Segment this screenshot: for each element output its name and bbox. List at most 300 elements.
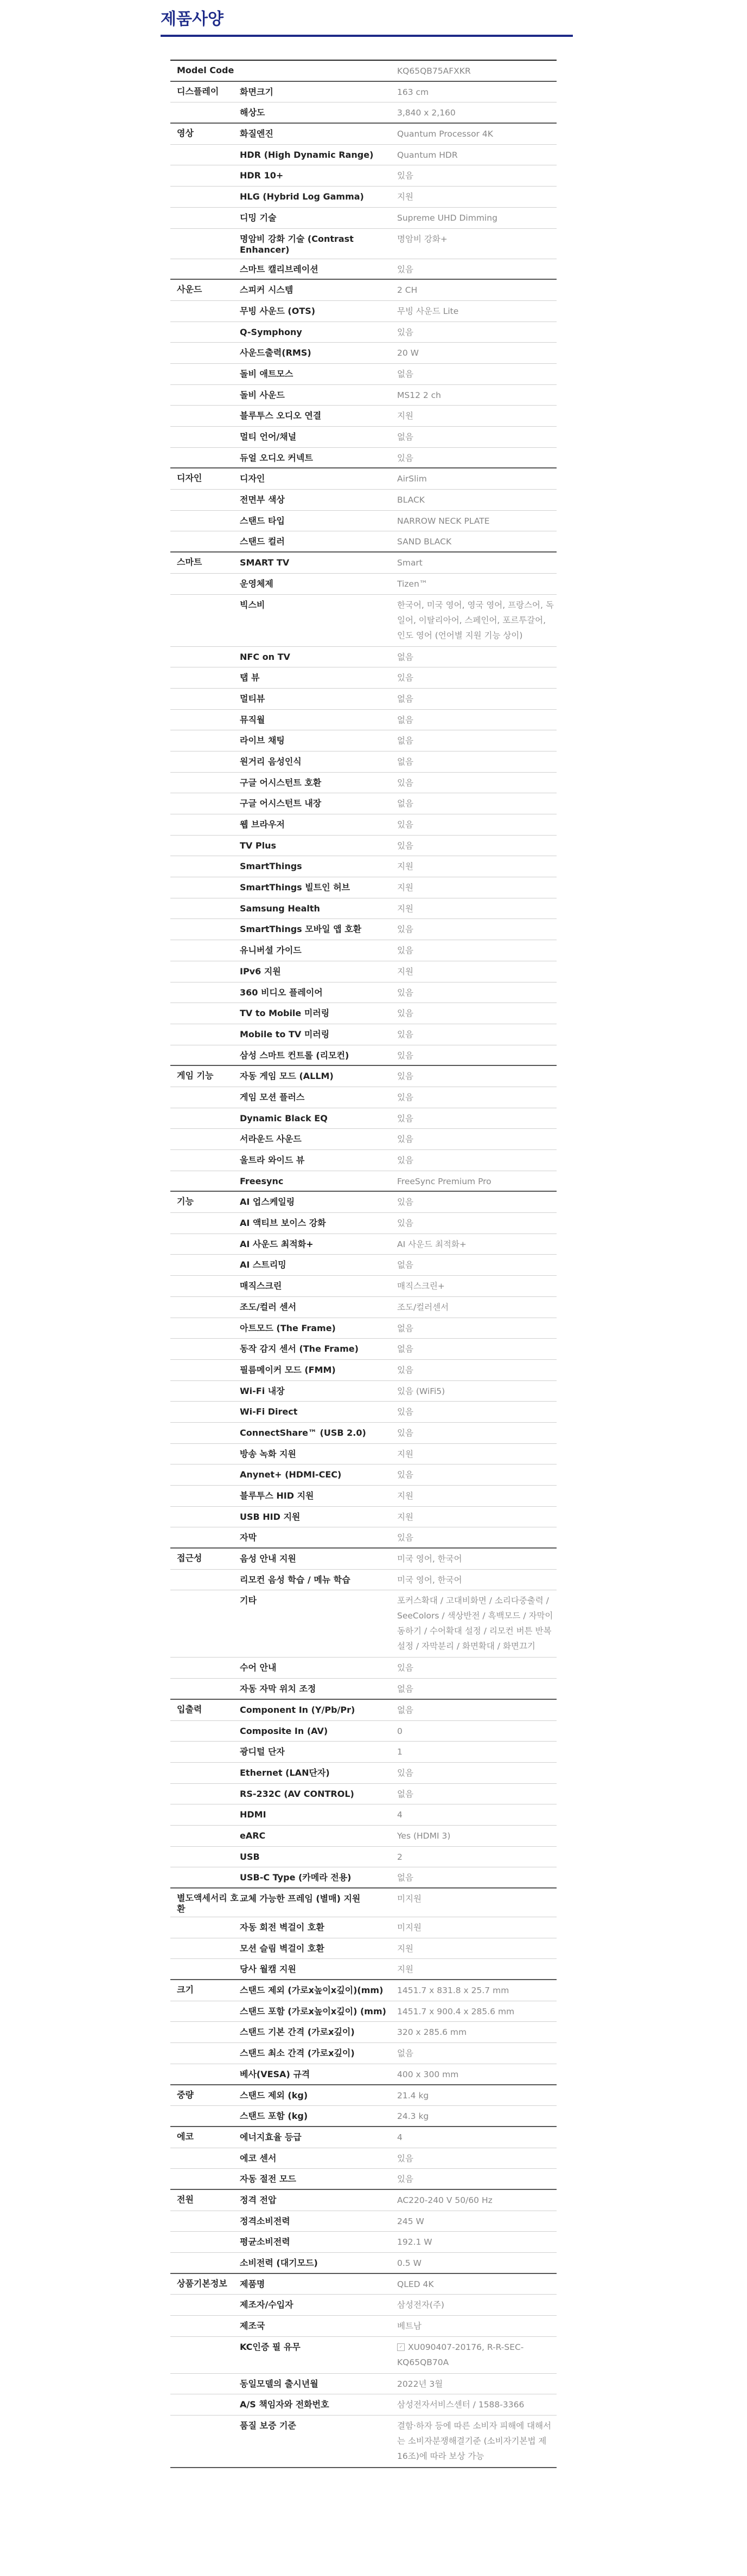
spec-value: SAND BLACK	[397, 537, 452, 547]
spec-row	[170, 1570, 557, 1591]
spec-category	[170, 343, 240, 363]
spec-row	[170, 814, 557, 836]
spec-value: 없음	[397, 432, 413, 442]
spec-value: 4	[397, 2132, 403, 2142]
spec-label: 디밍 기술	[240, 212, 277, 223]
spec-label: HLG (Hybrid Log Gamma)	[240, 191, 364, 202]
spec-label: 스탠드 기본 간격 (가로x깊이)	[240, 2027, 355, 2038]
spec-row	[170, 208, 557, 229]
spec-label: Dynamic Black EQ	[240, 1113, 328, 1123]
spec-category	[170, 1679, 240, 1699]
spec-label: 품질 보증 기준	[240, 2420, 296, 2431]
spec-row	[170, 856, 557, 877]
spec-row	[170, 1234, 557, 1255]
spec-value: NARROW NECK PLATE	[397, 516, 490, 526]
spec-row	[170, 1486, 557, 1507]
spec-label: Composite In (AV)	[240, 1725, 328, 1736]
spec-category: 디자인	[177, 473, 202, 484]
spec-value: 무빙 사운드 Lite	[397, 306, 459, 316]
spec-category	[170, 1108, 240, 1129]
spec-label: AI 사운드 최적화+	[240, 1238, 314, 1249]
spec-value: 한국어, 미국 영어, 영국 영어, 프랑스어, 독일어, 이탈리아어, 스페인어, 포르투갈어, 인도 영어 (언어별 지원 기능 상이)	[397, 600, 554, 640]
spec-row	[170, 940, 557, 961]
spec-value: 미지원	[397, 1923, 422, 1932]
spec-label: AI 스트리밍	[240, 1260, 286, 1270]
spec-label: TV to Mobile 미러링	[240, 1008, 330, 1019]
spec-category	[170, 1527, 240, 1547]
spec-value: 2	[397, 1852, 403, 1862]
spec-value: 있음	[397, 1092, 413, 1102]
spec-category: 영상	[177, 128, 194, 139]
spec-label: 스탠드 포함 (가로x높이x깊이) (mm)	[240, 2006, 386, 2016]
spec-value: QLED 4K	[397, 2279, 434, 2289]
spec-value: AirSlim	[397, 474, 427, 484]
spec-row	[170, 322, 557, 343]
spec-category	[170, 1658, 240, 1678]
spec-label: 구글 어시스턴트 호환	[240, 777, 322, 788]
spec-category	[170, 1917, 240, 1938]
spec-label: SmartThings 빌트인 허브	[240, 882, 350, 893]
spec-row	[170, 385, 557, 406]
spec-value: 있음	[397, 327, 413, 337]
spec-value: 매직스크린+	[397, 1281, 445, 1292]
spec-row	[170, 187, 557, 208]
spec-value: 있음	[397, 1113, 413, 1123]
spec-value: 있음	[397, 673, 413, 683]
spec-value: 없음	[397, 1323, 413, 1333]
spec-value: 있음	[397, 453, 413, 463]
spec-row	[170, 553, 557, 574]
spec-value: 없음	[397, 693, 413, 704]
spec-label: 블루투스 오디오 연결	[240, 410, 322, 421]
spec-value: 있음	[397, 820, 413, 830]
spec-value: 320 x 285.6 mm	[397, 2027, 467, 2038]
spec-row	[170, 1867, 557, 1888]
spec-category	[170, 1826, 240, 1846]
spec-row	[170, 2316, 557, 2337]
spec-row	[170, 2085, 557, 2106]
spec-category	[170, 667, 240, 688]
spec-label: 평균소비전력	[240, 2237, 290, 2247]
spec-category	[170, 406, 240, 426]
spec-category	[170, 751, 240, 772]
spec-category	[170, 1847, 240, 1867]
spec-label: AI 액티브 보이스 강화	[240, 1218, 326, 1229]
spec-category	[170, 1255, 240, 1275]
spec-row	[170, 1679, 557, 1700]
spec-category	[170, 710, 240, 730]
spec-row	[170, 2374, 557, 2395]
spec-category	[170, 490, 240, 510]
spec-label: 당사 월캠 지원	[240, 1964, 296, 1975]
spec-category: 에코	[177, 2131, 194, 2142]
spec-value: 있음	[397, 1470, 413, 1480]
spec-label: 멀티 언어/채널	[240, 432, 297, 442]
spec-label: 자동 게임 모드 (ALLM)	[240, 1071, 334, 1082]
spec-label: 제조국	[240, 2321, 265, 2331]
spec-category	[170, 730, 240, 751]
spec-value: 있음	[397, 1768, 413, 1778]
spec-row	[170, 1003, 557, 1024]
spec-category	[170, 2374, 240, 2394]
spec-label: 멀티뷰	[240, 693, 265, 704]
spec-value: 삼성전자서비스센터 / 1588-3366	[397, 2400, 525, 2410]
spec-category	[170, 1507, 240, 1527]
spec-value: 있음 (WiFi5)	[397, 1386, 445, 1396]
spec-label: 리모컨 음성 학습 / 메뉴 학습	[240, 1574, 350, 1585]
spec-row	[170, 1784, 557, 1805]
spec-row	[170, 1213, 557, 1234]
spec-row	[170, 2148, 557, 2169]
spec-label: Mobile to TV 미러링	[240, 1029, 330, 1039]
spec-row	[170, 1318, 557, 1339]
spec-label: Wi-Fi 내장	[240, 1385, 285, 1396]
spec-category	[170, 2295, 240, 2315]
spec-value: 지원	[397, 966, 413, 977]
spec-row	[170, 898, 557, 920]
spec-category	[170, 229, 240, 259]
spec-label: 화질엔진	[240, 129, 273, 139]
spec-value: 없음	[397, 1873, 413, 1883]
spec-value: Supreme UHD Dimming	[397, 213, 497, 223]
spec-row	[170, 1171, 557, 1192]
spec-value: 지원	[397, 1943, 413, 1954]
spec-category	[170, 1763, 240, 1783]
spec-value: 있음	[397, 1663, 413, 1673]
spec-row	[170, 1742, 557, 1763]
spec-row	[170, 259, 557, 280]
spec-label: 명암비 강화 기술 (Contrast Enhancer)	[240, 233, 354, 255]
spec-row	[170, 2337, 557, 2374]
spec-value: 포커스확대 / 고대비화면 / 소리다중출력 / SeeColors / 색상반전 / 흑백모드 / 자막이동하기 / 수어확대 설정 / 리모컨 버튼 반복 설정 / 자막분리 / 화면확대 / 화면끄기	[397, 1596, 553, 1652]
spec-row	[170, 647, 557, 668]
spec-label: 아트모드 (The Frame)	[240, 1322, 336, 1333]
spec-label: 조도/컬러 센서	[240, 1301, 297, 1312]
spec-label: 수어 안내	[240, 1662, 277, 1673]
spec-label: ConnectShare™ (USB 2.0)	[240, 1427, 366, 1438]
spec-category	[170, 1402, 240, 1422]
spec-row	[170, 667, 557, 689]
spec-value: 3,840 x 2,160	[397, 108, 456, 118]
spec-value: Yes (HDMI 3)	[397, 1830, 451, 1841]
spec-row	[170, 1938, 557, 1960]
spec-value: AC220-240 V 50/60 Hz	[397, 2195, 493, 2205]
spec-value: 있음	[397, 1008, 413, 1019]
spec-label: 소비전력 (대기모드)	[240, 2258, 318, 2268]
spec-label: 360 비디오 플레이어	[240, 987, 323, 998]
spec-category	[170, 2253, 240, 2273]
spec-row	[170, 1527, 557, 1549]
spec-row	[170, 82, 557, 103]
spec-value: 21.4 kg	[397, 2090, 429, 2100]
spec-category	[170, 856, 240, 877]
spec-value: 미지원	[397, 1894, 422, 1904]
spec-category: 입출력	[177, 1704, 202, 1714]
spec-row	[170, 1381, 557, 1402]
spec-label: TV Plus	[240, 840, 276, 851]
spec-category: 디스플레이	[177, 86, 219, 97]
spec-row	[170, 1045, 557, 1067]
spec-row	[170, 124, 557, 145]
spec-label: 광디털 단자	[240, 1746, 285, 1757]
spec-category	[170, 511, 240, 531]
spec-value: 베트남	[397, 2321, 422, 2331]
spec-category	[170, 2211, 240, 2232]
spec-row	[170, 1108, 557, 1129]
spec-row	[170, 1444, 557, 1465]
model-code-label: Model Code	[177, 65, 234, 75]
spec-category	[170, 2337, 240, 2373]
spec-value: 있음	[397, 840, 413, 851]
spec-label: 매직스크린	[240, 1281, 282, 1292]
spec-row	[170, 531, 557, 553]
spec-table	[170, 60, 557, 2468]
spec-category: 별도액세서리 호환	[177, 1893, 239, 1914]
spec-category: 중량	[177, 2089, 194, 2100]
spec-row	[170, 1804, 557, 1826]
spec-category	[170, 2106, 240, 2126]
spec-category	[170, 689, 240, 709]
spec-value: 245 W	[397, 2216, 424, 2226]
page-title: 제품사양	[161, 10, 224, 29]
spec-label: 스마트 캘리브레이션	[240, 264, 318, 274]
spec-label: 에너지효율 등급	[240, 2131, 302, 2142]
spec-value: 없음	[397, 369, 413, 379]
spec-row	[170, 710, 557, 731]
spec-label: 교체 가능한 프레임 (별매) 지원	[240, 1893, 361, 1904]
spec-category	[170, 259, 240, 279]
spec-label: 라이브 채팅	[240, 735, 285, 746]
spec-row	[170, 2001, 557, 2022]
spec-value: 있음	[397, 1050, 413, 1061]
spec-label: AI 업스케일링	[240, 1197, 295, 1207]
spec-row	[170, 102, 557, 124]
spec-category	[170, 1590, 240, 1657]
spec-category	[170, 1045, 240, 1065]
spec-label: 전면부 색상	[240, 494, 285, 505]
spec-value: FreeSync Premium Pro	[397, 1176, 491, 1186]
spec-category	[170, 1486, 240, 1506]
spec-value: 없음	[397, 1789, 413, 1799]
spec-category	[170, 2169, 240, 2189]
spec-value: 0.5 W	[397, 2258, 422, 2268]
spec-label: 자동 자막 위치 조정	[240, 1684, 316, 1694]
spec-row	[170, 2064, 557, 2085]
spec-label: 삼성 스마트 컨트롤 (리모컨)	[240, 1050, 349, 1061]
spec-row	[170, 511, 557, 532]
spec-value: 지원	[397, 192, 413, 202]
spec-value: 지원	[397, 1491, 413, 1501]
spec-row	[170, 1360, 557, 1381]
spec-category	[170, 1318, 240, 1339]
spec-label: Ethernet (LAN단자)	[240, 1767, 330, 1778]
spec-label: USB-C Type (카메라 전용)	[240, 1872, 352, 1883]
spec-label: 무빙 사운드 (OTS)	[240, 305, 316, 316]
spec-category	[170, 322, 240, 343]
spec-category	[170, 940, 240, 961]
spec-label: Component In (Y/Pb/Pr)	[240, 1704, 355, 1715]
spec-value: 24.3 kg	[397, 2111, 429, 2122]
spec-category	[170, 448, 240, 468]
spec-row	[170, 2190, 557, 2211]
spec-row	[170, 1024, 557, 1045]
spec-label: 스탠드 제외 (가로x높이x깊이)(mm)	[240, 1985, 384, 1996]
spec-row	[170, 773, 557, 794]
spec-label: 돌비 사운드	[240, 389, 285, 400]
spec-label: A/S 책임자와 전화번호	[240, 2399, 329, 2410]
spec-category	[170, 301, 240, 322]
spec-value: 지원	[397, 1964, 413, 1975]
spec-row	[170, 468, 557, 490]
spec-category	[170, 1171, 240, 1191]
spec-row	[170, 1700, 557, 1721]
spec-label: 방송 녹화 지원	[240, 1448, 296, 1459]
spec-label: 제조자/수입자	[240, 2299, 293, 2310]
spec-category: 스마트	[177, 557, 202, 568]
spec-row	[170, 2274, 557, 2295]
spec-label: HDR (High Dynamic Range)	[240, 149, 374, 160]
spec-category	[170, 427, 240, 447]
spec-row	[170, 1888, 557, 1917]
spec-value: 있음	[397, 2153, 413, 2163]
spec-row	[170, 1763, 557, 1784]
spec-label: 동작 감지 센서 (The Frame)	[240, 1344, 359, 1354]
spec-row	[170, 1847, 557, 1868]
spec-value: 있음	[397, 2174, 413, 2185]
spec-category: 상품기본정보	[177, 2278, 227, 2289]
spec-label: HDMI	[240, 1809, 266, 1820]
spec-label: 스탠드 포함 (kg)	[240, 2111, 308, 2122]
spec-category: 게임 기능	[177, 1070, 214, 1081]
spec-row	[170, 689, 557, 710]
spec-row	[170, 595, 557, 647]
spec-row	[170, 1658, 557, 1679]
spec-value: 1451.7 x 831.8 x 25.7 mm	[397, 1986, 509, 1996]
spec-category	[170, 919, 240, 940]
spec-value: 2022년 3월	[397, 2379, 443, 2389]
spec-row	[170, 1549, 557, 1570]
spec-label: 듀얼 오디오 커넥트	[240, 452, 313, 463]
spec-value: 20 W	[397, 348, 419, 358]
spec-category	[170, 2022, 240, 2042]
spec-label: 게임 모션 플러스	[240, 1091, 305, 1102]
spec-label: 모션 슬림 벽걸이 호환	[240, 1943, 324, 1954]
page-header	[161, 10, 573, 37]
spec-label: 에코 센서	[240, 2153, 277, 2163]
spec-label: 스탠드 타입	[240, 515, 285, 526]
spec-value	[397, 2337, 557, 2373]
spec-value: 지원	[397, 883, 413, 893]
spec-row	[170, 836, 557, 857]
spec-label: 사운드출력(RMS)	[240, 348, 311, 358]
spec-row	[170, 1917, 557, 1938]
spec-value: 4	[397, 1810, 403, 1820]
spec-row	[170, 2232, 557, 2253]
spec-category	[170, 647, 240, 667]
spec-value: 있음	[397, 171, 413, 181]
spec-label: 웹 브라우저	[240, 819, 285, 830]
spec-row	[170, 2043, 557, 2064]
model-code-value: KQ65QB75AFXKR	[397, 66, 471, 76]
spec-row	[170, 730, 557, 751]
spec-category	[170, 1784, 240, 1804]
spec-row	[170, 2106, 557, 2127]
spec-category	[170, 187, 240, 207]
spec-category	[170, 595, 240, 646]
spec-category	[170, 2043, 240, 2064]
spec-row	[170, 1959, 557, 1980]
spec-row	[170, 1150, 557, 1171]
spec-value: 163 cm	[397, 87, 429, 97]
spec-row	[170, 1590, 557, 1658]
kc-value-text: XU090407-20176, R-R-SEC-KQ65QB70A	[397, 2342, 524, 2367]
spec-row	[170, 343, 557, 364]
spec-value: 없음	[397, 736, 413, 746]
spec-label: USB	[240, 1851, 260, 1862]
spec-row	[170, 2295, 557, 2316]
spec-row	[170, 1826, 557, 1847]
spec-category	[170, 574, 240, 594]
spec-category	[170, 1381, 240, 1402]
spec-category	[170, 385, 240, 406]
spec-label: 스탠드 컬러	[240, 536, 285, 547]
spec-category	[170, 1087, 240, 1108]
spec-category	[170, 773, 240, 793]
spec-label: 제품명	[240, 2278, 265, 2289]
spec-category	[170, 877, 240, 898]
spec-label: SMART TV	[240, 557, 290, 568]
spec-label: 스피커 시스템	[240, 285, 293, 295]
spec-category	[170, 1276, 240, 1296]
spec-category	[170, 1150, 240, 1171]
spec-category	[170, 1444, 240, 1464]
spec-row	[170, 2127, 557, 2148]
spec-row	[170, 1402, 557, 1423]
spec-label: 원거리 음성인식	[240, 756, 302, 767]
spec-row	[170, 1507, 557, 1528]
spec-value: 삼성전자(주)	[397, 2300, 444, 2310]
spec-value: 있음	[397, 1197, 413, 1207]
spec-value: 있음	[397, 1533, 413, 1543]
spec-category	[170, 1213, 240, 1234]
spec-label: 기타	[240, 1595, 257, 1606]
spec-row	[170, 1980, 557, 2001]
spec-category	[170, 102, 240, 123]
spec-value: 192.1 W	[397, 2237, 432, 2247]
spec-value: 없음	[397, 1705, 413, 1715]
spec-value: 있음	[397, 1428, 413, 1438]
spec-category	[170, 2394, 240, 2415]
spec-category	[170, 1938, 240, 1959]
spec-row	[170, 1423, 557, 1444]
spec-value: 400 x 300 mm	[397, 2069, 459, 2079]
spec-category	[170, 2316, 240, 2336]
spec-row	[170, 364, 557, 385]
spec-label: 탭 뷰	[240, 672, 260, 683]
spec-category	[170, 1867, 240, 1887]
spec-value: 없음	[397, 715, 413, 725]
spec-row	[170, 1255, 557, 1276]
spec-value: 2 CH	[397, 285, 418, 295]
spec-row	[170, 574, 557, 595]
spec-row	[170, 2211, 557, 2232]
spec-row	[170, 229, 557, 259]
spec-category	[170, 2148, 240, 2169]
spec-value: 있음	[397, 987, 413, 998]
spec-value: Smart	[397, 558, 423, 568]
spec-value: AI 사운드 최적화+	[397, 1239, 467, 1249]
spec-category	[170, 1570, 240, 1590]
